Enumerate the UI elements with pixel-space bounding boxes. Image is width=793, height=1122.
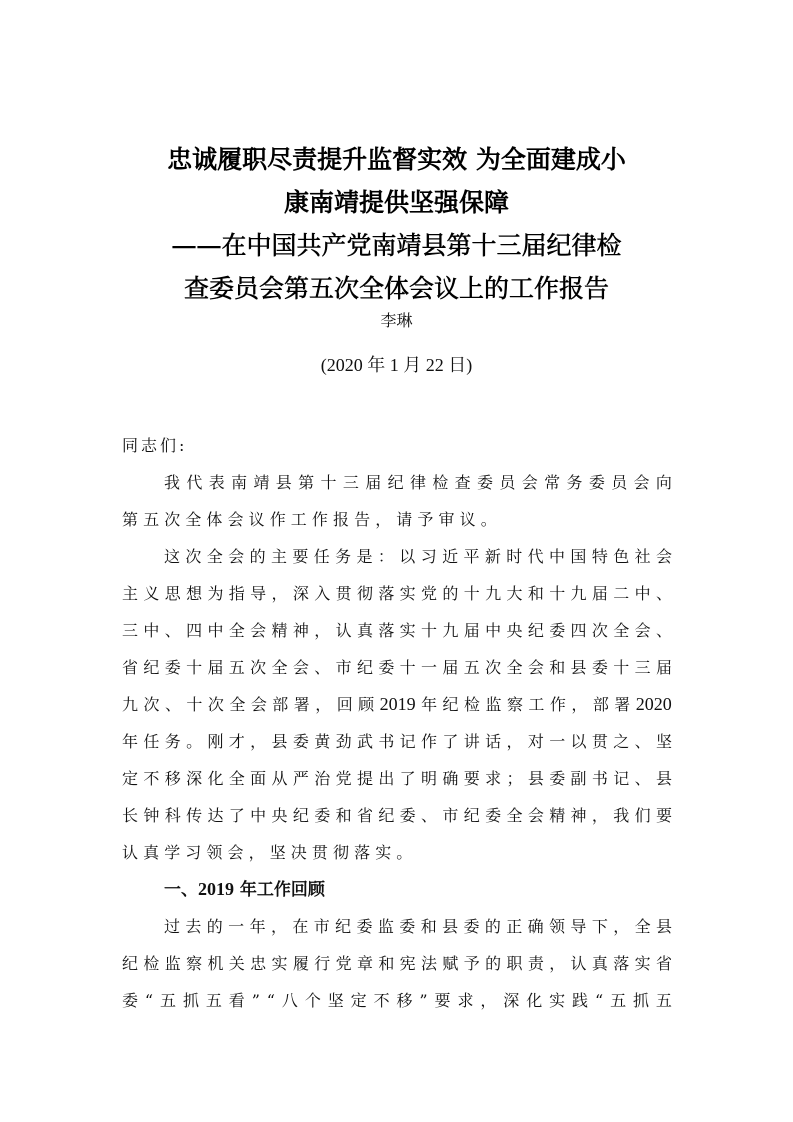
paragraph-2-line-6: 年 任 务 。 刚 才 ， 县 委 黄 劲 武 书 记 作 了 讲 话 ， 对 一 以 贯 之 、 坚 bbox=[122, 732, 672, 751]
paragraph-2-line-4: 省 纪 委 十 届 五 次 全 会 、 市 纪 委 十 一 届 五 次 全 会 和 县 委 十 三 届 bbox=[122, 658, 672, 677]
paragraph-2-line-1: 这 次 全 会 的 主 要 任 务 是 ： 以 习 近 平 新 时 代 中 国 特 色 社 会 bbox=[164, 547, 672, 566]
subtitle-line-2: 查委员会第五次全体会议上的工作报告 bbox=[183, 274, 609, 303]
report-title bbox=[110, 138, 683, 310]
paragraph-2-line-2: 主 义 思 想 为 指 导 ， 深 入 贯 彻 落 实 党 的 十 九 大 和 十 九 届 二 中 、 bbox=[122, 584, 672, 603]
subtitle-line-1: ——在中国共产党南靖县第十三届纪律检 bbox=[171, 231, 622, 260]
title-line-2: 康南靖提供坚强保障 bbox=[283, 188, 509, 217]
paragraph-2-line-9: 认真学习领会，坚决贯彻落实。 bbox=[122, 843, 418, 862]
paragraph-1-line-2: 第五次全体会议作工作报告，请予审议。 bbox=[122, 510, 502, 529]
section-paragraph-line-1: 过 去 的 一 年 ， 在 市 纪 委 监 委 和 县 委 的 正 确 领 导 下 ， 全 县 bbox=[164, 917, 672, 936]
salutation: 同志们: bbox=[122, 436, 188, 455]
paragraph-2-line-3: 三 中 、 四 中 全 会 精 神 ， 认 真 落 实 十 九 届 中 央 纪 委 四 次 全 会 、 bbox=[122, 621, 672, 640]
paragraph-2-line-7: 定 不 移 深 化 全 面 从 严 治 党 提 出 了 明 确 要 求 ； 县 委 副 书 记 、 县 bbox=[122, 769, 672, 788]
report-date: (2020 年 1 月 22 日) bbox=[320, 355, 473, 375]
report-body bbox=[122, 427, 672, 1019]
title-line-1: 忠诚履职尽责提升监督实效 为全面建成小 bbox=[167, 145, 626, 174]
section-paragraph-line-2: 纪 检 监 察 机 关 忠 实 履 行 党 章 和 宪 法 赋 予 的 职 责 ， 认 真 落 实 省 bbox=[122, 954, 672, 973]
paragraph-1-line-1: 我 代 表 南 靖 县 第 十 三 届 纪 律 检 查 委 员 会 常 务 委 员 会 向 bbox=[164, 473, 672, 492]
section-paragraph-line-3: 委 “ 五 抓 五 看 ” “ 八 个 坚 定 不 移 ” 要 求 ， 深 化 实 践 “ 五 抓 五 bbox=[122, 991, 672, 1010]
author-name: 李琳 bbox=[380, 311, 413, 330]
paragraph-2-line-5: 九 次 、 十 次 全 会 部 署 ， 回 顾 2019 年 纪 检 监 察 工 作 ， 部 署 2020 bbox=[122, 694, 672, 714]
section-heading: 一、2019 年工作回顾 bbox=[164, 879, 325, 900]
paragraph-2-line-8: 长 钟 科 传 达 了 中 央 纪 委 和 省 纪 委 、 市 纪 委 全 会 精 神 ， 我 们 要 bbox=[122, 806, 672, 825]
